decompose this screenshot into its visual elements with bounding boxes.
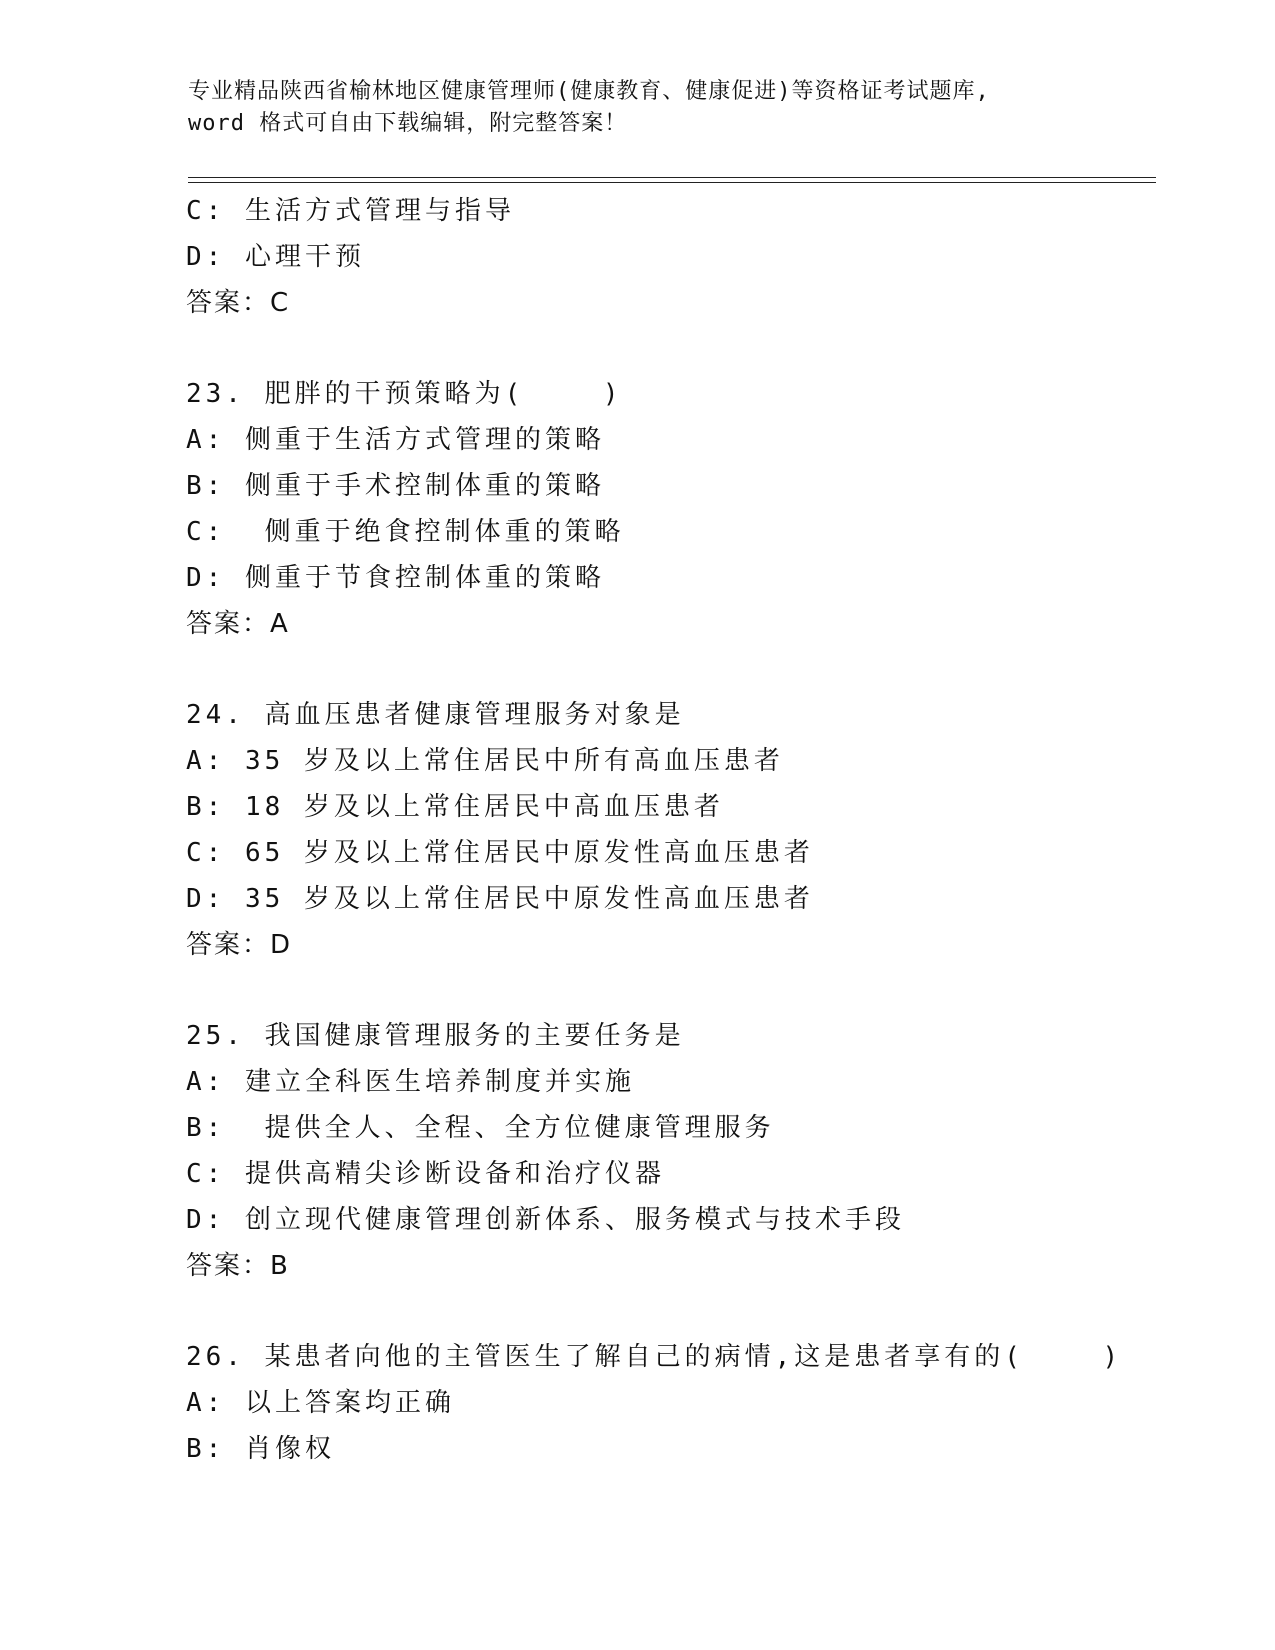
option-b: B: 提供全人、全程、全方位健康管理服务 [186, 1113, 775, 1143]
answer-line: 答案：A [186, 609, 290, 639]
option-b: B: 18 岁及以上常住居民中高血压患者 [186, 792, 724, 822]
question-stem: 25. 我国健康管理服务的主要任务是 [186, 1021, 685, 1051]
option-c: C: 生活方式管理与指导 [186, 196, 515, 226]
header-divider-bottom [188, 182, 1156, 183]
answer-line: 答案：C [186, 288, 291, 318]
question-gap [186, 968, 1186, 1013]
option-d: D: 创立现代健康管理创新体系、服务模式与技术手段 [186, 1205, 905, 1235]
answer-line: 答案：D [186, 930, 293, 960]
question-gap [186, 326, 1186, 371]
option-d: D: 侧重于节食控制体重的策略 [186, 563, 605, 593]
option-c: C: 侧重于绝食控制体重的策略 [186, 517, 625, 547]
question-stem: 26. 某患者向他的主管医生了解自己的病情,这是患者享有的( ) [186, 1342, 1123, 1372]
header-line-1: 专业精品陕西省榆林地区健康管理师(健康教育、健康促进)等资格证考试题库, [188, 79, 990, 104]
option-b: B: 侧重于手术控制体重的策略 [186, 471, 605, 501]
option-c: C: 提供高精尖诊断设备和治疗仪器 [186, 1159, 665, 1189]
question-25 [186, 1013, 1186, 1289]
option-d: D: 35 岁及以上常住居民中原发性高血压患者 [186, 884, 814, 914]
header-line-2: word 格式可自由下载编辑，附完整答案！ [188, 111, 628, 136]
question-list [186, 188, 1186, 1472]
option-a: A: 建立全科医生培养制度并实施 [186, 1067, 635, 1097]
question-gap [186, 1289, 1186, 1334]
option-a: A: 侧重于生活方式管理的策略 [186, 425, 605, 455]
question-26 [186, 1334, 1186, 1472]
option-a: A: 35 岁及以上常住居民中所有高血压患者 [186, 746, 784, 776]
carryover-question [186, 188, 1186, 326]
question-24 [186, 692, 1186, 968]
question-stem: 24. 高血压患者健康管理服务对象是 [186, 700, 685, 730]
document-header [188, 76, 1088, 140]
option-d: D: 心理干预 [186, 242, 365, 272]
option-b: B: 肖像权 [186, 1434, 335, 1464]
question-gap [186, 647, 1186, 692]
option-c: C: 65 岁及以上常住居民中原发性高血压患者 [186, 838, 814, 868]
header-divider-top [188, 177, 1156, 178]
option-a: A: 以上答案均正确 [186, 1388, 455, 1418]
question-stem: 23. 肥胖的干预策略为( ) [186, 379, 623, 409]
question-23 [186, 371, 1186, 647]
answer-line: 答案：B [186, 1251, 290, 1281]
